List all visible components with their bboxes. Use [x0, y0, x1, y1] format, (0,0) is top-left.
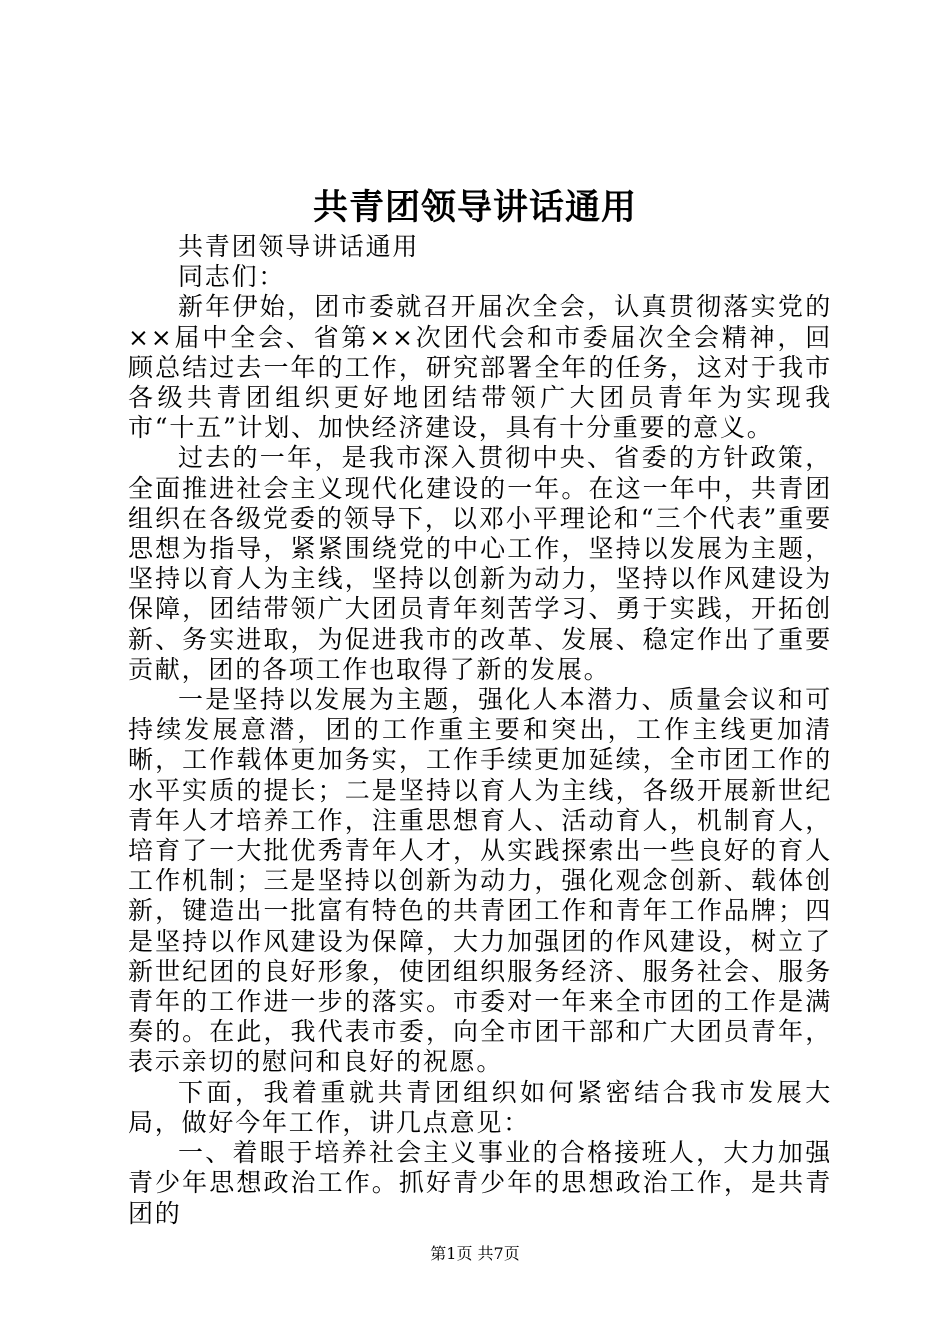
page-number-footer: 第1页 共7页: [430, 1244, 520, 1263]
paragraph-achievements: 一是坚持以发展为主题，强化人本潜力、质量会议和可持续发展意潜，团的工作重主要和突出，工作主线更加清晰，工作载体更加务实，工作手续更加延续，全市团工作的水平实质的提长；二是坚持以育人为主线，各级开展新世纪青年人才培养工作，注重思想育人、活动育人，机制育人，培育了一大批优秀青年人才，从实践探索出一些良好的育人工作机制；三是坚持以创新为动力，强化观念创新、载体创新，键造出一批富有特色的共青团工作和青年工作品牌；四是坚持以作风建设为保障，大力加强团的作风建设，树立了新世纪团的良好形象，使团组织服务经济、服务社会、服务青年的工作进一步的落实。市委对一年来全市团的工作是满奏的。在此，我代表市委，向全市团干部和广大团员青年，表示亲切的慰问和良好的祝愿。: [128, 685, 832, 1077]
paragraph-salutation: 同志们：: [178, 262, 286, 292]
paragraph-intro: 新年伊始，团市委就召开届次全会，认真贯彻落实党的××届中全会、省第××次团代会和市委届次全会精神，回顾总结过去一年的工作，研究部署全年的任务，这对于我市各级共青团组织更好地团结带领广大团员青年为实现我市“十五”计划、加快经济建设，具有十分重要的意义。: [128, 292, 832, 443]
document-title: 共青团领导讲话通用: [312, 187, 637, 228]
paragraph-point-one: 一、着眼于培养社会主义事业的合格接班人，大力加强青少年思想政治工作。抓好青少年的思想政治工作，是共青团的: [128, 1138, 832, 1228]
paragraph-heading-repeat: 共青团领导讲话通用: [178, 232, 420, 261]
paragraph-transition: 下面，我着重就共青团组织如何紧密结合我市发展大局，做好今年工作，讲几点意见：: [128, 1077, 832, 1137]
document-body: [128, 232, 832, 1229]
paragraph-review: 过去的一年，是我市深入贯彻中央、省委的方针政策，全面推进社会主义现代化建设的一年。在这一年中，共青团组织在各级党委的领导下，以邓小平理论和“三个代表”重要思想为指导，紧紧围绕党的中心工作，坚持以发展为主题，坚持以育人为主线，坚持以创新为动力，坚持以作风建设为保障，团结带领广大团员青年刻苦学习、勇于实践，开拓创新、务实进取，为促进我市的改革、发展、稳定作出了重要贡献，团的各项工作也取得了新的发展。: [128, 443, 832, 684]
